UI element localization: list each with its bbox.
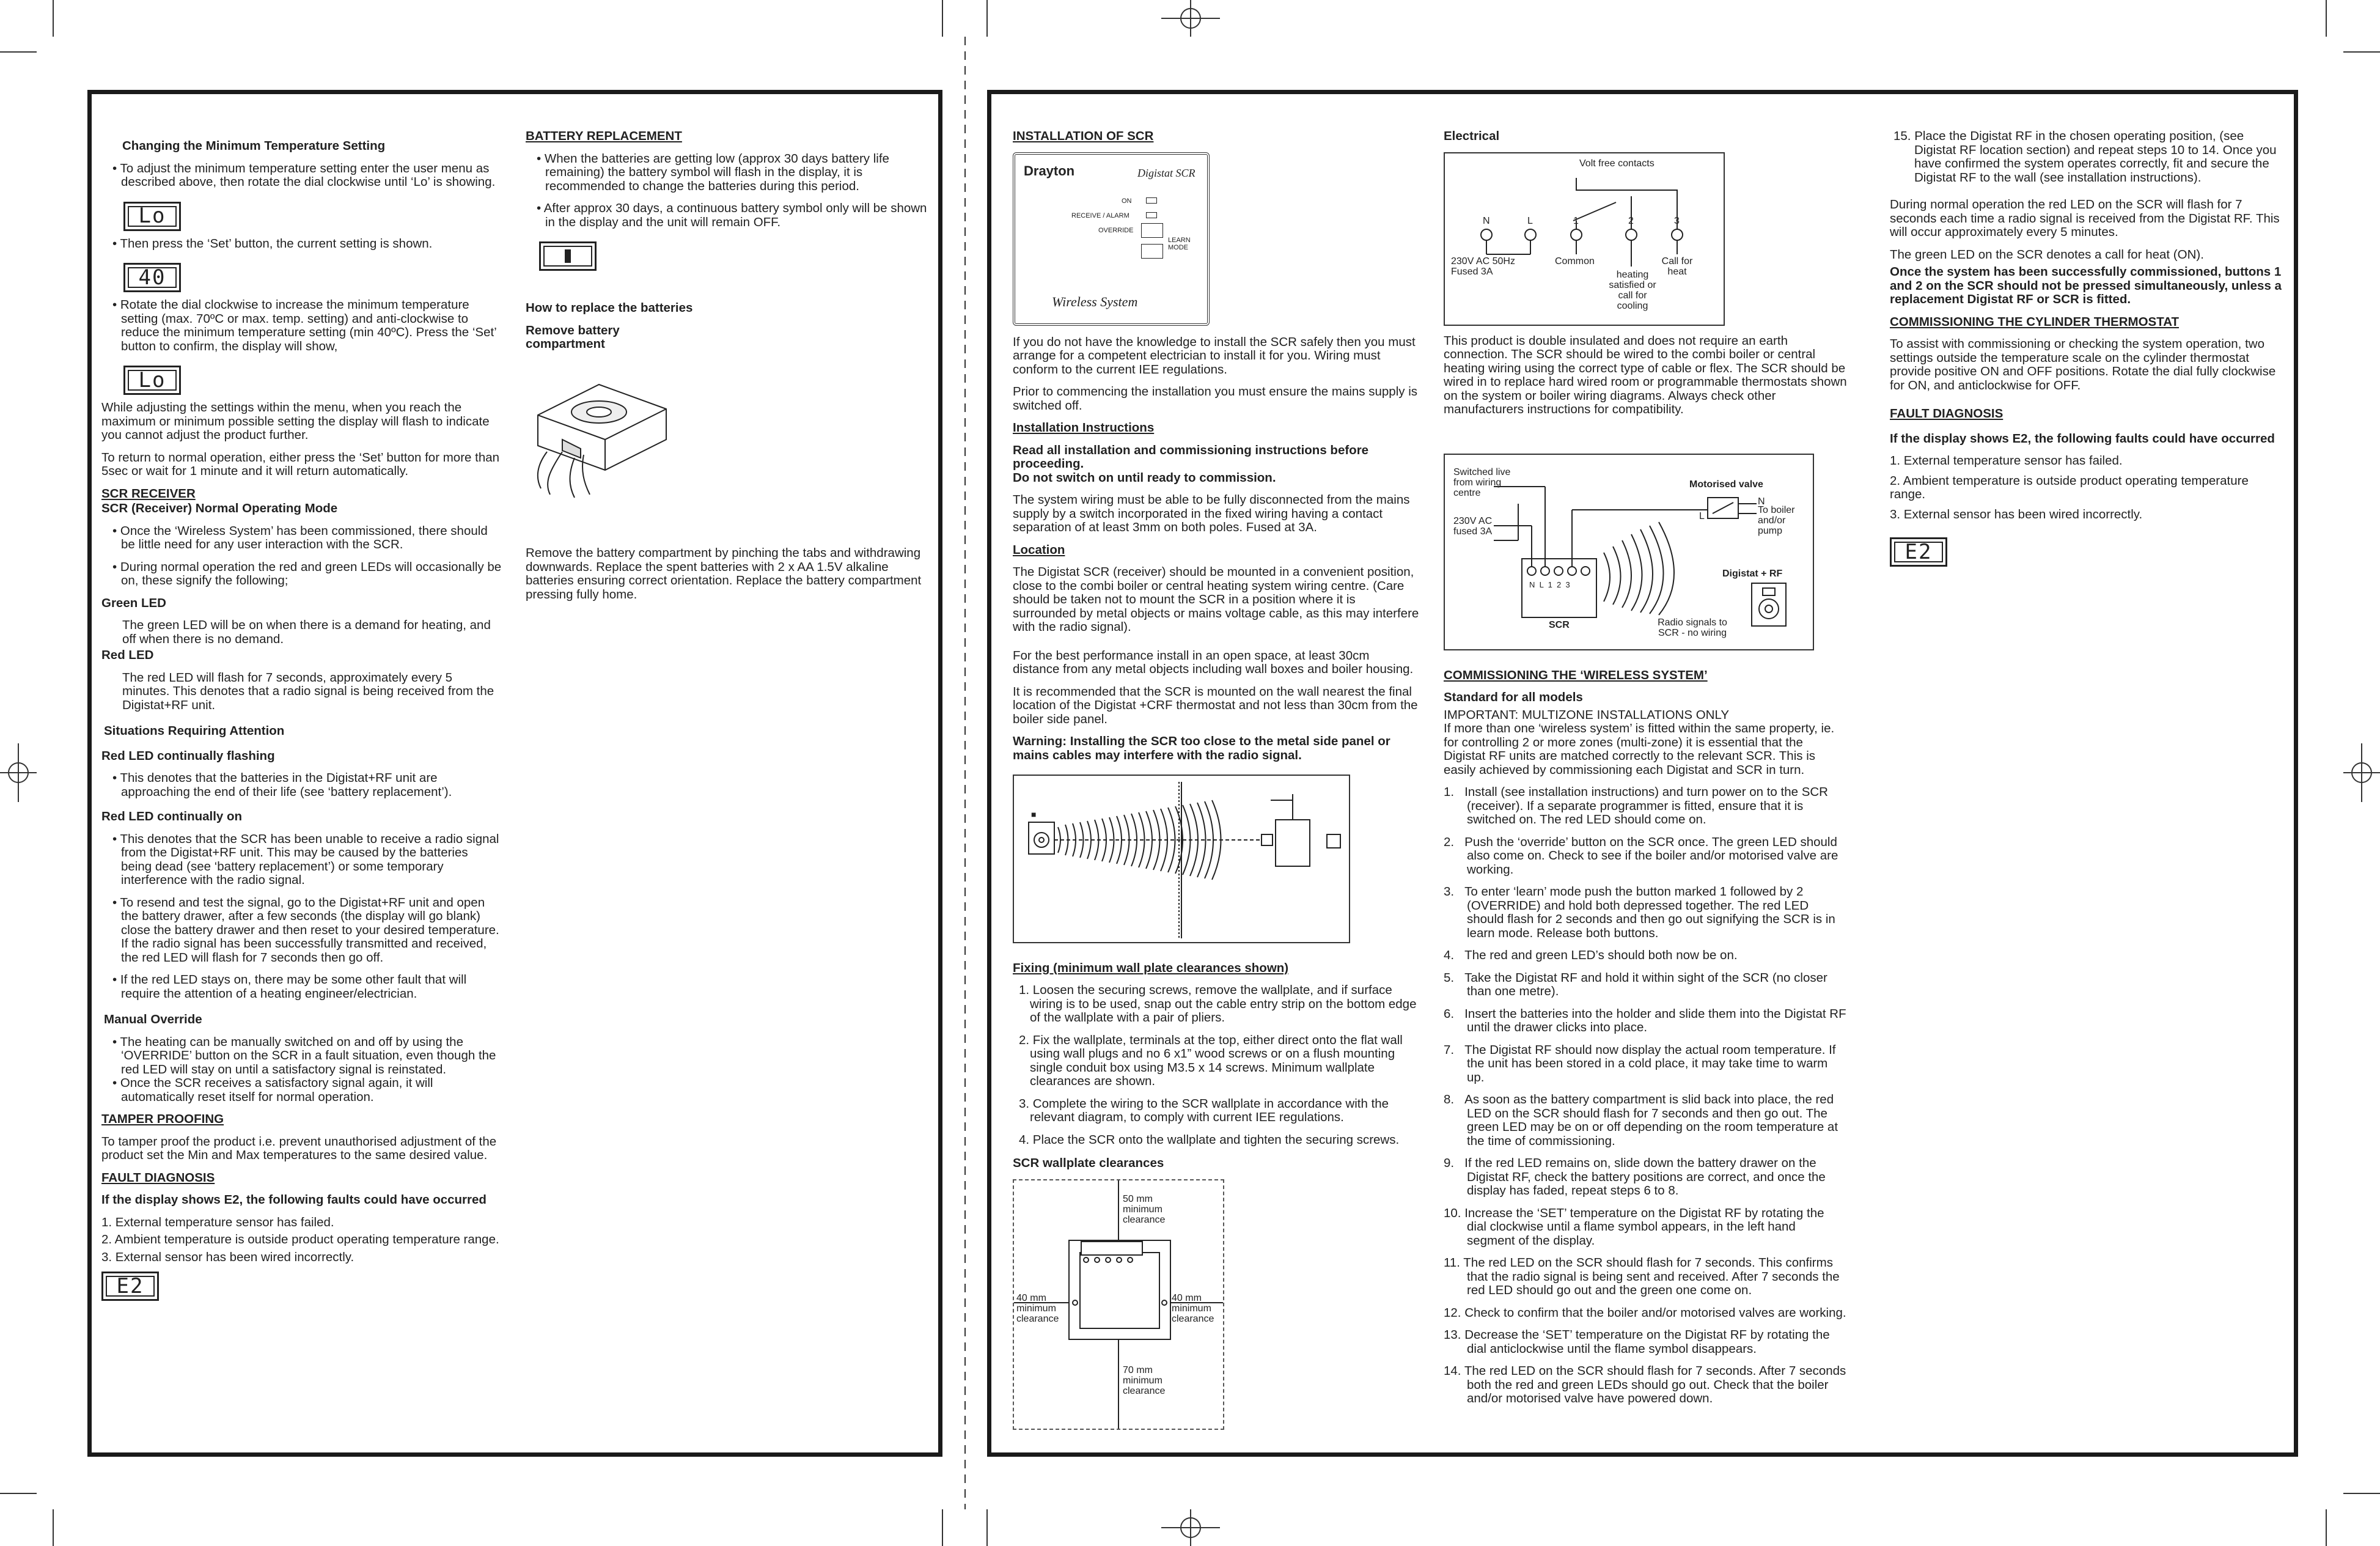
red-led-heading: Red LED	[101, 648, 154, 662]
instructions-heading: Installation Instructions	[1013, 421, 1155, 435]
instructions-para: The system wiring must be able to be fully disconnected from the mains supply by a switch incorporated in the fixed wiring having a contact separation of at least 3mm on both poles. Fused at 3A.	[1013, 493, 1410, 534]
volt-free-label: Volt free contacts	[1579, 158, 1655, 169]
system-wiring-diagram	[1444, 454, 1814, 650]
fault-subheading-right: If the display shows E2, the following faults could have occurred	[1890, 431, 2275, 446]
fixing-heading: Fixing (minimum wall plate clearances shown)	[1013, 960, 1289, 975]
wiring-supply-label: 230V AC fused 3A	[1453, 515, 1493, 537]
override-button	[1141, 223, 1163, 238]
radio-signal-placement-diagram	[1013, 775, 1350, 943]
heating-satisfied-label: heating satisfied or call for cooling	[1609, 269, 1656, 311]
manual-bullet-2: • Once the SCR receives a satisfactory signal again, it will automatically reset itself for normal operation.	[112, 1076, 433, 1104]
installation-heading: INSTALLATION OF SCR	[1013, 129, 1154, 143]
scr-box-label: SCR	[1549, 619, 1570, 630]
right-column-3	[1013, 130, 1419, 1430]
instructions-bold-1: Read all installation and commissioning instructions before proceeding.	[1013, 443, 1369, 471]
fault-item-2-right: 2. Ambient temperature is outside product operating temperature range.	[1890, 473, 2249, 501]
battery-compartment-illustration	[526, 366, 672, 501]
red-flashing-heading: Red LED continually flashing	[101, 748, 275, 763]
red-led-text: The red LED will flash for 7 seconds, approximately every 5 minutes. This denotes that a radio signal is being received from the Digistat+RF unit.	[122, 670, 494, 712]
multizone-important: IMPORTANT: MULTIZONE INSTALLATIONS ONLY	[1444, 707, 1730, 722]
scr-receiver-subheading: SCR (Receiver) Normal Operating Mode	[101, 501, 338, 515]
led-receive-indicator	[1146, 212, 1157, 218]
device-brand: Drayton	[1024, 163, 1075, 179]
red-flashing-bullet: • This denotes that the batteries in the Digistat+RF unit are approaching the end of their life (see ‘battery replacement’).	[112, 771, 452, 799]
commissioning-step-3: 3. To enter ‘learn’ mode push the button marked 1 followed by 2 (OVERRIDE) and hold both depressed together. The red LED should flash for 2 seconds and then go out signifying the SCR is in learn mode. Release both buttons.	[1444, 885, 1835, 940]
scr-bullet-1: • Once the ‘Wireless System’ has been commissioned, there should be little need for any user interaction with the SCR.	[112, 523, 488, 551]
green-led-para: The green LED on the SCR denotes a call for heat (ON).	[1890, 247, 2204, 262]
red-on-heading: Red LED continually on	[101, 809, 243, 823]
fixing-step-3: 3. Complete the wiring to the SCR wallplate in accordance with the relevant diagram, to comply with current IEE regulations.	[1019, 1096, 1389, 1124]
clearances-heading: SCR wallplate clearances	[1013, 1156, 1164, 1170]
registration-mark-left	[0, 743, 37, 802]
commissioning-step-6: 6. Insert the batteries into the holder and slide them into the Digistat RF until the drawer clicks into place.	[1444, 1006, 1846, 1034]
green-led-heading: Green LED	[101, 595, 166, 610]
commissioning-step-15: 15. Place the Digistat RF in the chosen operating position, (see Digistat RF location section) and repeat steps 10 to 14. Once you have confirmed the system operates correctly, fit and secure the Digistat RF to the wall (see installation instructions).	[1893, 129, 2277, 185]
fault-item-1-left: 1. External temperature sensor has failed.	[101, 1215, 334, 1229]
tamper-heading: TAMPER PROOFING	[101, 1112, 224, 1126]
electrical-heading: Electrical	[1444, 129, 1500, 143]
radio-signals-label: Radio signals to SCR - no wiring	[1658, 617, 1727, 638]
manual-bullet-1: • The heating can be manually switched on and off by using the ‘OVERRIDE’ button on the SCR in a fault situation, even though the red LED will stay on until a satisfactory signal is reinstated.	[112, 1034, 496, 1077]
terminal-2: 2	[1628, 215, 1634, 226]
normal-operation-para: During normal operation the red LED on the SCR will flash for 7 seconds each time a radio signal is received from the Digistat RF. This will occur approximately every 5 minutes.	[1890, 197, 2280, 239]
fault-item-3-left: 3. External sensor has been wired incorrectly.	[101, 1250, 354, 1264]
fixing-step-2: 2. Fix the wallplate, terminals at the top, either direct onto the flat wall using wall plugs and no 6 x1” wood screws or on a flush mounting single conduit box using M3.5 x 14 screws. Minimum wallplate clearances are shown.	[1019, 1033, 1403, 1088]
call-for-heat-label: Call for heat	[1661, 256, 1693, 277]
tamper-text: To tamper proof the product i.e. prevent unauthorised adjustment of the product set the Min and Max temperatures to the same desired value.	[101, 1134, 497, 1162]
common-label: Common	[1555, 256, 1595, 267]
lcd-display-40: 40	[123, 263, 181, 292]
commissioning-step-1: 1. Install (see installation instructions) and turn power on to the SCR (receiver). If a separate programmer is fitted, ensure that it is switched on. The red LED should come on.	[1444, 785, 1828, 826]
replace-heading: How to replace the batteries	[526, 301, 693, 315]
battery-symbol-display	[539, 241, 597, 271]
lcd-display-e2-right: E2	[1890, 537, 1947, 567]
terminal-n: N	[1483, 215, 1490, 226]
min-temp-bullet-1: • To adjust the minimum temperature setting enter the user menu as described above, then rotate the dial clockwise until ‘Lo’ is showing.	[112, 161, 496, 189]
attention-heading: Situations Requiring Attention	[104, 724, 285, 738]
device-label-receive: RECEIVE / ALARM	[1071, 212, 1129, 219]
commissioning-step-4: 4. The red and green LED’s should both now be on.	[1444, 948, 1738, 962]
scr-receiver-heading: SCR RECEIVER	[101, 486, 196, 501]
led-on-indicator	[1146, 197, 1157, 204]
commissioning-step-7: 7. The Digistat RF should now display the actual room temperature. If the unit has been stored in a cold place, it may take time to warm up.	[1444, 1042, 1836, 1084]
remove-compartment-label: Remove battery compartment	[526, 323, 620, 351]
terminal-l: L	[1527, 215, 1533, 226]
warning-text: Warning: Installing the SCR too close to the metal side panel or mains cables may interfere with the radio signal.	[1013, 734, 1390, 762]
commissioning-step-9: 9. If the red LED remains on, slide down the battery drawer on the Digistat RF, check the battery positions are correct, and once the display has faded, repeat steps 6 to 8.	[1444, 1156, 1826, 1198]
scr-terminals-label: N L 1 2 3	[1529, 580, 1570, 589]
multizone-para: If more than one ‘wireless system’ is fitted within the same property, ie. for controlling 2 or more zones (multi-zone) it is essential that the Digistat RF units are matched correctly to the relevant SCR. This is easily achieved by commissioning each Digistat and SCR in turn.	[1444, 721, 1835, 777]
fixing-step-1: 1. Loosen the securing screws, remove the wallplate, and if surface wiring is to be used, snap out the cable entry strip on the bottom edge of the wallplate with a pair of pliers.	[1019, 983, 1417, 1025]
commissioning-heading: COMMISSIONING THE ‘WIRELESS SYSTEM’	[1444, 668, 1708, 682]
device-footer: Wireless System	[1052, 293, 1138, 309]
valve-l-label: L	[1699, 510, 1705, 521]
device-model: Digistat SCR	[1137, 166, 1196, 179]
scr-device-illustration	[1013, 152, 1210, 326]
electrical-terminal-diagram	[1444, 152, 1725, 326]
min-temp-bullet-2: • Then press the ‘Set’ button, the current setting is shown.	[112, 236, 433, 251]
fault-heading-left: FAULT DIAGNOSIS	[101, 1170, 215, 1185]
lcd-display-lo: Lo	[123, 202, 181, 231]
battery-icon	[563, 248, 573, 264]
location-para-1: The Digistat SCR (receiver) should be mounted in a convenient position, close to the combi boiler or central heating system wiring centre. (Care should be taken not to mount the SCR in a position where it is surrounded by metal objects or mains voltage cable, as this may interfere with the radio signal).	[1013, 565, 1419, 634]
commissioning-step-12: 12. Check to confirm that the boiler and/or motorised valves are working.	[1444, 1305, 1846, 1320]
device-label-override: OVERRIDE	[1098, 226, 1134, 234]
lcd-display-e2-left: E2	[101, 1272, 159, 1301]
commissioning-subheading: Standard for all models	[1444, 690, 1583, 704]
left-column-1	[101, 139, 502, 1307]
commissioning-step-5: 5. Take the Digistat RF and hold it within sight of the SCR (no closer than one metre).	[1444, 970, 1827, 998]
green-led-text: The green LED will be on when there is a demand for heating, and off when there is no demand.	[122, 618, 491, 646]
install-para-1: If you do not have the knowledge to install the SCR safely then you must arrange for a competent electrician to install it for you. Wiring must conform to the current IEE regulations.	[1013, 334, 1416, 377]
commissioning-step-2: 2. Push the ‘override’ button on the SCR once. The green LED should also come on. Check to see if the boiler and/or motorised valve are working.	[1444, 834, 1838, 877]
motorised-valve-label: Motorised valve	[1689, 479, 1763, 490]
manual-override-heading: Manual Override	[104, 1012, 202, 1026]
registration-mark-right	[2343, 743, 2380, 802]
fault-subheading-left: If the display shows E2, the following faults could have occurred	[101, 1193, 487, 1207]
fault-heading-right: FAULT DIAGNOSIS	[1890, 407, 2004, 421]
red-on-bullet-2: • To resend and test the signal, go to the Digistat+RF unit and open the battery drawer, after a few seconds (the display will go blank) close the battery drawer and then reset to your desired temperature. If the radio signal has been successfully transmitted and received, the red LED will flash for 7 seconds then go off.	[112, 895, 499, 965]
device-label-on: ON	[1122, 197, 1132, 205]
location-para-3: It is recommended that the SCR is mounted on the wall nearest the final location of the Digistat +CRF thermostat and not less than 30cm from the boiler side panel.	[1013, 684, 1418, 726]
red-on-bullet-1: • This denotes that the SCR has been unable to receive a radio signal from the Digistat+RF unit. This may be caused by the batteries being dead (see ‘battery replacement’) or some temporary interference with the radio signal.	[112, 831, 499, 887]
min-temp-para-2: To return to normal operation, either press the ‘Set’ button for more than 5sec or wait for 1 minute and it will return automatically.	[101, 450, 500, 478]
commissioning-step-8: 8. As soon as the battery compartment is slid back into place, the red LED on the SCR should flash for 7 seconds and then go out. The green LED may be on or off depending on the room temperature at the time of commissioning.	[1444, 1092, 1838, 1148]
right-column-4	[1444, 130, 1847, 1415]
location-para-2: For the best performance install in an open space, at least 30cm distance from any metal objects including wall boxes and boiler housing.	[1013, 648, 1414, 676]
clearance-bottom: 70 mm minimum clearance	[1123, 1364, 1166, 1396]
commissioning-step-13: 13. Decrease the ‘SET’ temperature on the Digistat RF by rotating the dial anticlockwise until the flame symbol disappears.	[1444, 1328, 1830, 1356]
device-label-learn: LEARN MODE	[1168, 236, 1191, 251]
registration-mark-top	[1161, 0, 1220, 37]
to-boiler-label: To boiler and/or pump	[1758, 504, 1795, 536]
commissioned-warning: Once the system has been successfully commissioned, buttons 1 and 2 on the SCR should not be pressed simultaneously, unless a replacement Digistat RF or SCR is fitted.	[1890, 265, 2282, 306]
fixing-step-4: 4. Place the SCR onto the wallplate and tighten the securing screws.	[1019, 1132, 1400, 1147]
battery-bullet-2: • After approx 30 days, a continuous battery symbol only will be shown in the display and the unit will remain OFF.	[537, 201, 927, 229]
terminal-3: 3	[1674, 215, 1680, 226]
clearance-top: 50 mm minimum clearance	[1123, 1193, 1166, 1225]
commissioning-step-11: 11. The red LED on the SCR should flash for 7 seconds. This confirms that the radio signal is being sent and received. After 7 seconds the red LED should go out and the green one come on.	[1444, 1256, 1840, 1297]
terminal-1: 1	[1573, 215, 1579, 226]
location-heading: Location	[1013, 542, 1065, 557]
min-temp-para-1: While adjusting the settings within the menu, when you reach the maximum or minimum possible setting the display will flash to indicate you cannot adjust the product further.	[101, 400, 490, 442]
commissioning-step-10: 10. Increase the ‘SET’ temperature on the Digistat RF by rotating the dial clockwise until a flame symbol appears, in the left hand segment of the display.	[1444, 1206, 1824, 1248]
terminal-wiring-drawing	[1445, 153, 1724, 325]
lcd-display-lo-2: Lo	[123, 366, 181, 395]
instructions-bold-2: Do not switch on until ready to commission.	[1013, 470, 1276, 485]
fault-item-2-left: 2. Ambient temperature is outside product operating temperature range.	[101, 1232, 499, 1246]
left-column-2	[526, 130, 929, 610]
wallplate-clearance-diagram	[1013, 1179, 1224, 1430]
fault-item-3-right: 3. External sensor has been wired incorrectly.	[1890, 507, 2143, 521]
clearance-right: 40 mm minimum clearance	[1172, 1292, 1214, 1324]
min-temp-heading: Changing the Minimum Temperature Setting	[122, 139, 386, 153]
learn-button	[1141, 244, 1163, 259]
digistat-rf-label: Digistat + RF	[1722, 568, 1783, 579]
registration-mark-bottom	[1161, 1509, 1220, 1546]
install-para-2: Prior to commencing the installation you must ensure the mains supply is switched off.	[1013, 385, 1418, 413]
electrical-para: This product is double insulated and does not require an earth connection. The SCR should be wired to the combi boiler or central heating wiring using the correct type of cable or flex. The SCR should be wired in to replace hard wired room or programmable thermostats shown on the system or boiler wiring diagrams. Always check other manufacturers instructions for compatibility.	[1444, 333, 1847, 416]
battery-heading: BATTERY REPLACEMENT	[526, 129, 682, 143]
clearance-left: 40 mm minimum clearance	[1016, 1292, 1059, 1324]
cylinder-thermostat-heading: COMMISSIONING THE CYLINDER THERMOSTAT	[1890, 314, 2180, 329]
supply-label: 230V AC 50Hz Fused 3A	[1451, 256, 1515, 277]
red-on-bullet-3: • If the red LED stays on, there may be some other fault that will require the attention of a heating engineer/electrician.	[112, 973, 467, 1001]
scr-bullet-2: • During normal operation the red and green LEDs will occasionally be on, these signify the following;	[112, 559, 502, 587]
commissioning-step-14: 14. The red LED on the SCR should flash for 7 seconds. After 7 seconds both the red and green LEDs should go out. Check that the boiler and/or motorised valve have powered down.	[1444, 1364, 1846, 1405]
valve-n-label: N	[1758, 496, 1765, 507]
min-temp-bullet-3: • Rotate the dial clockwise to increase the minimum temperature setting (max. 70ºC or max. temp. setting) and anti-clockwise to reduce the minimum temperature setting (min 40ºC). Press the ‘Set’ button to confirm, the display will show,	[112, 298, 496, 353]
battery-bullet-1: • When the batteries are getting low (approx 30 days battery life remaining) the battery symbol will flash in the display, it is recommended to change the batteries during this period.	[537, 151, 889, 193]
battery-replace-text: Remove the battery compartment by pinching the tabs and withdrawing downwards. Replace the spent batteries with 2 x AA 1.5V alkaline batteries ensuring correct orientation. Replace the battery compartment pressing fully home.	[526, 546, 922, 602]
fault-item-1-right: 1. External temperature sensor has failed.	[1890, 454, 2123, 468]
svg-text:■: ■	[1031, 809, 1037, 819]
switched-live-label: Switched live from wiring centre	[1453, 466, 1511, 498]
right-column-5	[1890, 130, 2286, 573]
cylinder-thermostat-para: To assist with commissioning or checking the system operation, two settings outside the temperature scale on the cylinder thermostat provide positive ON and OFF positions. Rotate the dial fully clockwise for ON, and anticlockwise for OFF.	[1890, 337, 2276, 392]
